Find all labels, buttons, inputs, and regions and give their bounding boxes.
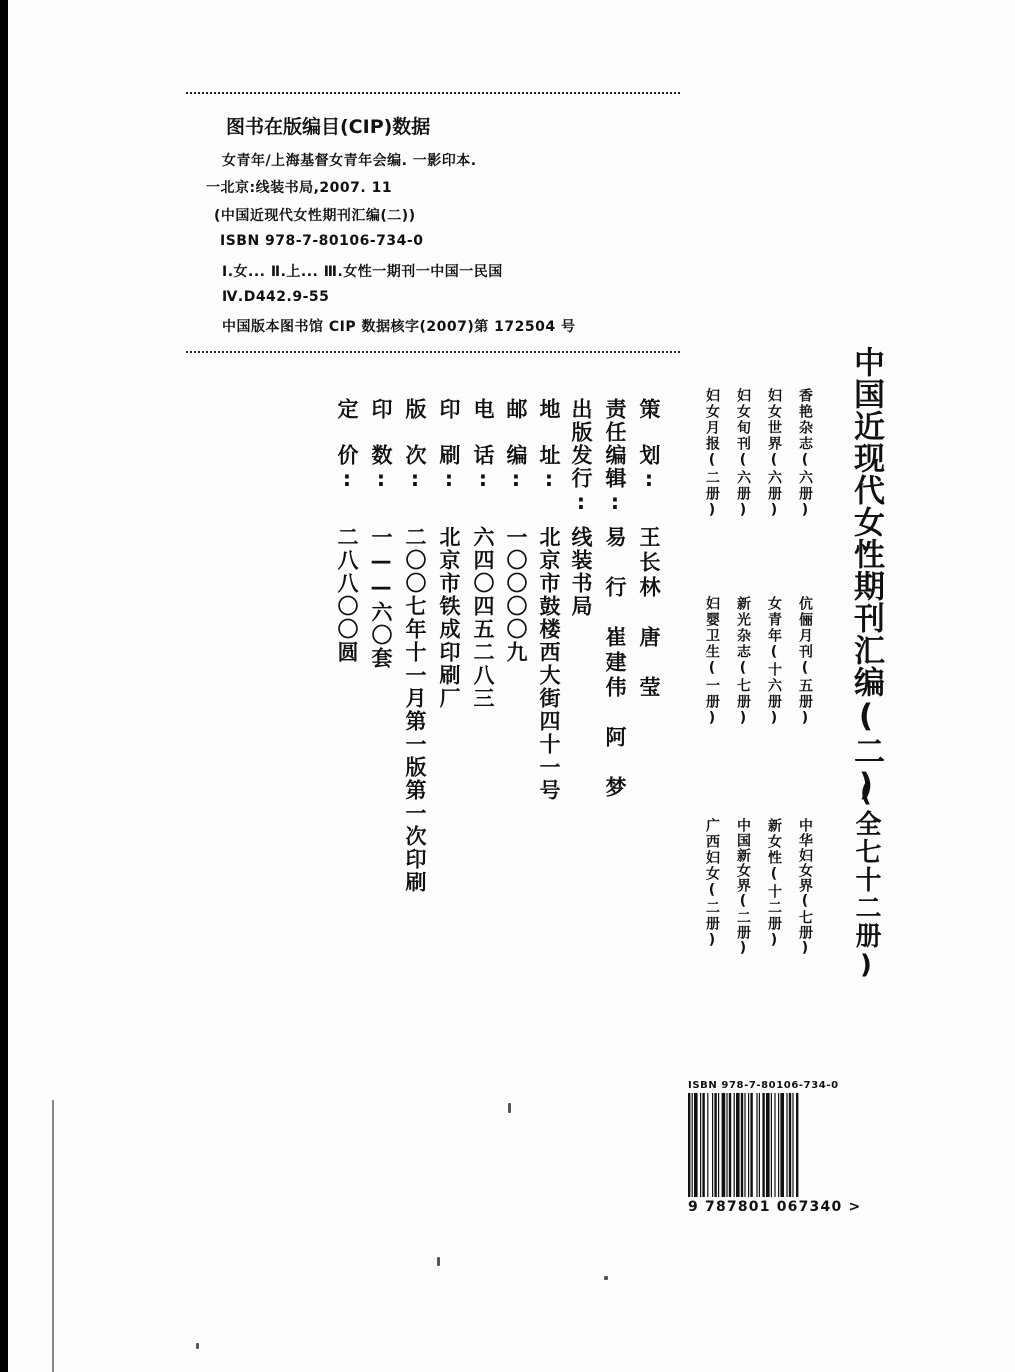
scan-speck [196, 1343, 199, 1349]
colophon-label-address: 地 址: [537, 398, 561, 493]
colophon-value-price: 二八八〇〇圆 [335, 526, 359, 664]
barcode-bar [692, 1093, 693, 1197]
volume-list-item: 妇女旬刊(六册) [735, 388, 751, 520]
barcode-bar [726, 1093, 727, 1197]
barcode-bar [792, 1093, 793, 1197]
scan-speck [437, 1257, 440, 1266]
volume-list-item: 伉俪月刊(五册) [797, 596, 813, 728]
barcode-bar [789, 1093, 791, 1197]
volume-list-item: 女青年(十六册) [766, 596, 782, 728]
barcode-bar [729, 1093, 731, 1197]
colophon-value-printer: 北京市铁成印刷厂 [437, 526, 461, 710]
colophon-label-phone: 电 话: [471, 398, 495, 493]
volume-list-item: 妇婴卫生(一册) [704, 596, 720, 728]
colophon-value-print-run: 一——六〇套 [369, 526, 393, 670]
volume-list-item: 妇女月报(二册) [704, 388, 720, 520]
volume-list-item: 香艳杂志(六册) [797, 388, 813, 520]
scan-speck [508, 1103, 511, 1113]
colophon-value-planning: 王长林 唐 莹 [637, 526, 661, 701]
barcode-bar [759, 1093, 760, 1197]
volume-list-item: 中华妇女界(七册) [797, 818, 813, 957]
cip-bottom-dotted-rule [186, 351, 680, 353]
colophon-value-phone: 六四〇四五二八三 [471, 526, 495, 710]
barcode-bar [712, 1093, 713, 1197]
barcode-bar [750, 1093, 752, 1197]
barcode-bar [748, 1093, 749, 1197]
barcode-bar [700, 1093, 701, 1197]
barcode-bar [756, 1093, 757, 1197]
isbn-barcode [686, 1093, 838, 1199]
barcode-number: 9 787801 067340 > [688, 1199, 862, 1215]
barcode-bar [718, 1093, 719, 1197]
colophon-value-address: 北京市鼓楼西大街四十一号 [537, 526, 561, 802]
barcode-bar [762, 1093, 764, 1197]
volume-list-item: 中国新女界(二册) [735, 818, 751, 957]
barcode-bar [722, 1093, 726, 1197]
colophon-label-planning: 策 划: [637, 398, 661, 493]
series-volume-count: (全七十二册) [851, 778, 881, 982]
barcode-bar [714, 1093, 716, 1197]
colophon-label-printer: 印 刷: [437, 398, 461, 493]
colophon-value-publisher: 线装书局 [569, 526, 593, 618]
volume-list-item: 广西妇女(二册) [704, 818, 720, 950]
cip-line-7: 中国版本图书馆 CIP 数据核字(2007)第 172504 号 [222, 319, 576, 335]
barcode-bar [771, 1093, 772, 1197]
barcode-bar [736, 1093, 740, 1197]
barcode-bar [688, 1093, 690, 1197]
volume-list-item: 妇女世界(六册) [766, 388, 782, 520]
barcode-bar [707, 1093, 708, 1197]
barcode-bar [734, 1093, 735, 1197]
series-title: 中国近现代女性期刊汇编(二) [848, 346, 884, 804]
colophon-label-postcode: 邮 编: [504, 398, 528, 493]
page-fold-shadow [52, 1100, 54, 1372]
cip-line-6: Ⅳ.D442.9-55 [222, 289, 330, 305]
colophon-label-print-run: 印 数: [369, 398, 393, 493]
cip-line-2: 一北京:线装书局,2007. 11 [206, 180, 393, 196]
barcode-isbn-text: ISBN 978-7-80106-734-0 [688, 1080, 839, 1091]
barcode-bar [778, 1093, 779, 1197]
cip-top-dotted-rule [186, 92, 680, 94]
barcode-bar [694, 1093, 698, 1197]
cip-line-3: (中国近现代女性期刊汇编(二)) [214, 208, 416, 224]
cip-line-5: I.女... Ⅱ.上... Ⅲ.女性一期刊一中国一民国 [222, 264, 503, 280]
barcode-bar [702, 1093, 704, 1197]
barcode-bar [766, 1093, 770, 1197]
colophon-value-postcode: 一〇〇〇〇九 [504, 526, 528, 664]
colophon-label-edition: 版 次: [403, 398, 427, 493]
volume-list-item: 新光杂志(七册) [735, 596, 751, 728]
volume-list-item: 新女性(十二册) [766, 818, 782, 950]
barcode-bar [774, 1093, 775, 1197]
cip-line-1: 女青年/上海基督女青年会编. 一影印本. [222, 153, 477, 169]
colophon-value-edition: 二〇〇七年十一月第一版第一次印刷 [403, 526, 427, 894]
barcode-bar [744, 1093, 745, 1197]
cip-title: 图书在版编目(CIP)数据 [226, 116, 431, 138]
barcode-bar [741, 1093, 743, 1197]
colophon-label-publisher: 出版发行: [569, 398, 593, 516]
scan-speck [604, 1276, 608, 1280]
colophon-label-editors: 责任编辑: [603, 398, 627, 516]
colophon-value-editors: 易 行 崔建伟 阿 梦 [603, 526, 627, 801]
cip-line-4: ISBN 978-7-80106-734-0 [220, 233, 424, 249]
barcode-bar [796, 1093, 798, 1197]
colophon-label-price: 定 价: [335, 398, 359, 493]
barcode-bar [780, 1093, 784, 1197]
barcode-bar [786, 1093, 787, 1197]
